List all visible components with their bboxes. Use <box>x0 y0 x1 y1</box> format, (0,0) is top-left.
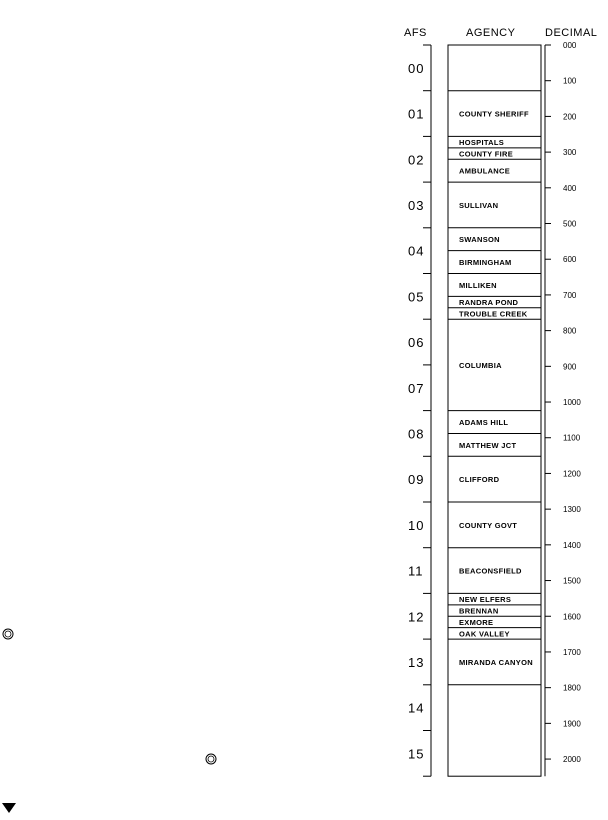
afs-code-label: 02 <box>408 152 425 168</box>
afs-code-label: 04 <box>408 243 425 259</box>
afs-header: AFS <box>404 27 427 39</box>
decimal-tick-label: 1500 <box>563 576 581 586</box>
agency-label: ADAMS HILL <box>459 418 509 428</box>
agency-label: BRENNAN <box>459 606 499 616</box>
agency-label: MATTHEW JCT <box>459 440 517 450</box>
agency-label: MILLIKEN <box>459 280 497 290</box>
circle-icon <box>205 753 217 765</box>
decimal-tick-label: 1000 <box>563 398 581 408</box>
decimal-tick-label: 800 <box>563 326 577 336</box>
afs-code-label: 00 <box>408 60 425 76</box>
afs-code-label: 12 <box>408 609 425 625</box>
afs-code-label: 07 <box>408 380 425 396</box>
agency-label: AMBULANCE <box>459 166 511 176</box>
afs-code-label: 10 <box>408 517 425 533</box>
decimal-tick-label: 500 <box>563 219 577 229</box>
decimal-tick-label: 1700 <box>563 647 581 657</box>
decimal-tick-label: 000 <box>563 41 577 50</box>
decimal-tick-label: 1400 <box>563 540 581 550</box>
agency-label: COUNTY SHERIFF <box>459 109 529 119</box>
triangle-down-icon <box>2 803 16 813</box>
afs-code-label: 14 <box>408 700 425 716</box>
afs-code-label: 01 <box>408 106 425 122</box>
agency-label: COUNTY GOVT <box>459 520 518 530</box>
agency-label: NEW ELFERS <box>459 595 512 605</box>
decimal-tick-label: 100 <box>563 76 577 86</box>
afs-code-label: 15 <box>408 746 425 762</box>
agency-label: CLIFFORD <box>459 475 500 485</box>
decimal-tick-label: 200 <box>563 112 577 122</box>
agency-label: TROUBLE CREEK <box>459 309 528 319</box>
decimal-tick-label: 1300 <box>563 505 581 515</box>
decimal-tick-label: 1100 <box>563 433 581 443</box>
agency-label: BEACONSFIELD <box>459 566 522 576</box>
decimal-tick-label: 300 <box>563 148 577 158</box>
decimal-tick-label: 1800 <box>563 683 581 693</box>
decimal-tick-label: 700 <box>563 290 577 300</box>
decimal-tick-label: 1200 <box>563 469 581 479</box>
decimal-tick-label: 2000 <box>563 755 581 765</box>
afs-code-label: 06 <box>408 335 425 351</box>
decimal-tick-label: 400 <box>563 183 577 193</box>
agency-label: RANDRA POND <box>459 298 519 308</box>
agency-label: EXMORE <box>459 617 494 627</box>
afs-code-label: 05 <box>408 289 425 305</box>
afs-code-label: 11 <box>408 563 424 579</box>
decimal-tick-label: 900 <box>563 362 577 372</box>
decimal-tick-label: 600 <box>563 255 577 265</box>
decimal-tick-label: 1600 <box>563 612 581 622</box>
agency-label: MIRANDA CANYON <box>459 657 533 667</box>
agency-label: COLUMBIA <box>459 360 502 370</box>
afs-code-label: 03 <box>408 197 425 213</box>
circle-icon <box>2 628 14 640</box>
decimal-tick-label: 1900 <box>563 719 581 729</box>
afs-code-label: 09 <box>408 472 425 488</box>
agency-label: SULLIVAN <box>459 200 499 210</box>
agency-label: SWANSON <box>459 235 500 245</box>
decimal-header: DECIMAL <box>545 27 598 39</box>
afs-code-label: 08 <box>408 426 425 442</box>
agency-header: AGENCY <box>466 27 516 39</box>
agency-label: OAK VALLEY <box>459 629 510 639</box>
agency-label: BIRMINGHAM <box>459 258 512 268</box>
agency-label: HOSPITALS <box>459 138 505 148</box>
afs-code-label: 13 <box>408 654 425 670</box>
agency-label: COUNTY FIRE <box>459 149 513 159</box>
